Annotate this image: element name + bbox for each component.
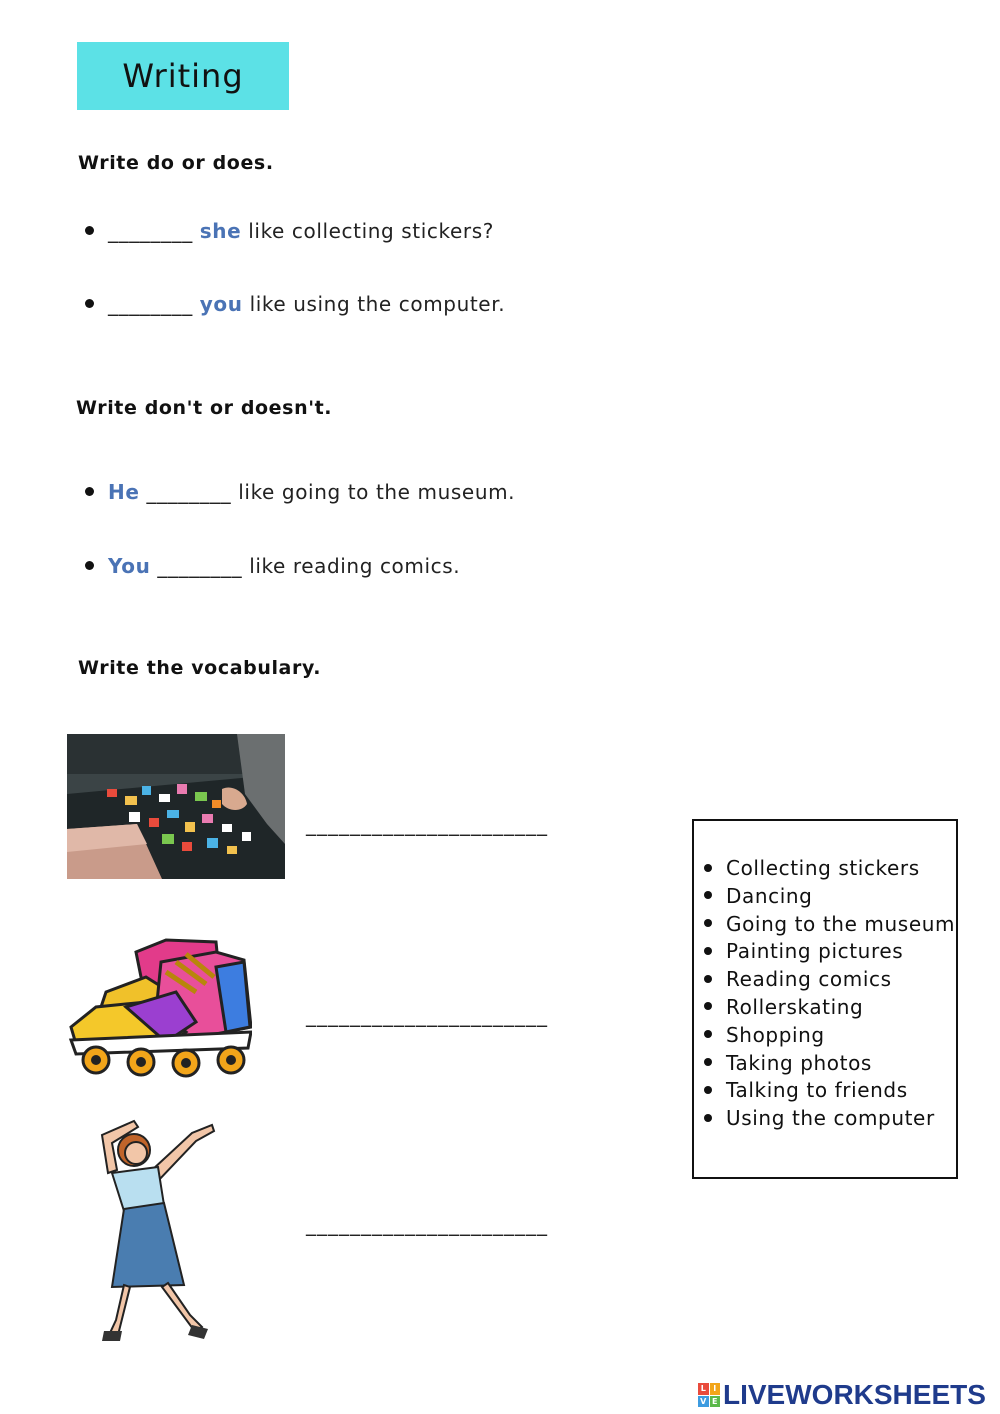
answer-line-1[interactable]: ______________________ [306,812,548,836]
sentence-rest: like using the computer. [249,292,506,316]
word-bank-item: Shopping [704,1022,955,1050]
bullet-icon [704,1002,712,1010]
bullet-icon [704,1030,712,1038]
word-bank [692,819,958,1179]
brand-name: LIVEWORKSHEETS [723,1379,986,1410]
section2-heading: Write don't or doesn't. [76,397,333,419]
blank[interactable]: ________ [108,219,193,243]
sentence-rest: like collecting stickers? [248,219,494,243]
word-bank-item: Going to the museum [704,911,955,939]
word-bank-item: Collecting stickers [704,855,955,883]
word-bank-item: Painting pictures [704,938,955,966]
section1-item-1 [85,219,494,243]
bullet-icon [85,561,94,570]
bullet-icon [85,226,94,235]
word-bank-item: Using the computer [704,1105,955,1133]
word-bank-item: Dancing [704,883,955,911]
bullet-icon [704,1114,712,1122]
sentence-rest: like reading comics. [249,554,461,578]
answer-line-2[interactable]: ______________________ [306,1003,548,1027]
bullet-icon [704,864,712,872]
liveworksheets-logo-icon: L I V E [698,1383,720,1407]
bullet-icon [85,299,94,308]
word-bank-item: Reading comics [704,966,955,994]
page-title: Writing [122,57,244,95]
word-bank-list [704,855,955,1133]
word-bank-item: Rollerskating [704,994,955,1022]
title-banner [77,42,289,110]
liveworksheets-brand [698,1378,986,1412]
section3-heading: Write the vocabulary. [78,657,322,679]
bullet-icon [85,487,94,496]
dancing-woman-illustration [72,1115,217,1345]
bullet-icon [704,919,712,927]
bullet-icon [704,1086,712,1094]
sentence-rest: like going to the museum. [238,480,516,504]
section1-heading: Write do or does. [78,152,274,174]
blank[interactable]: ________ [108,292,193,316]
section2-item-2 [85,554,460,578]
bullet-icon [704,891,712,899]
subject: You [108,554,151,578]
blank[interactable]: ________ [157,554,243,578]
bullet-icon [704,975,712,983]
bullet-icon [704,947,712,955]
answer-line-3[interactable]: ______________________ [306,1212,548,1236]
stickers-photo [67,734,285,879]
rollerskates-illustration [66,932,252,1082]
subject: she [199,219,242,243]
word-bank-item: Talking to friends [704,1077,955,1105]
word-bank-item: Taking photos [704,1050,955,1078]
section1-item-2 [85,292,505,316]
subject: He [108,480,140,504]
section2-item-1 [85,480,515,504]
bullet-icon [704,1058,712,1066]
subject: you [199,292,243,316]
blank[interactable]: ________ [146,480,232,504]
